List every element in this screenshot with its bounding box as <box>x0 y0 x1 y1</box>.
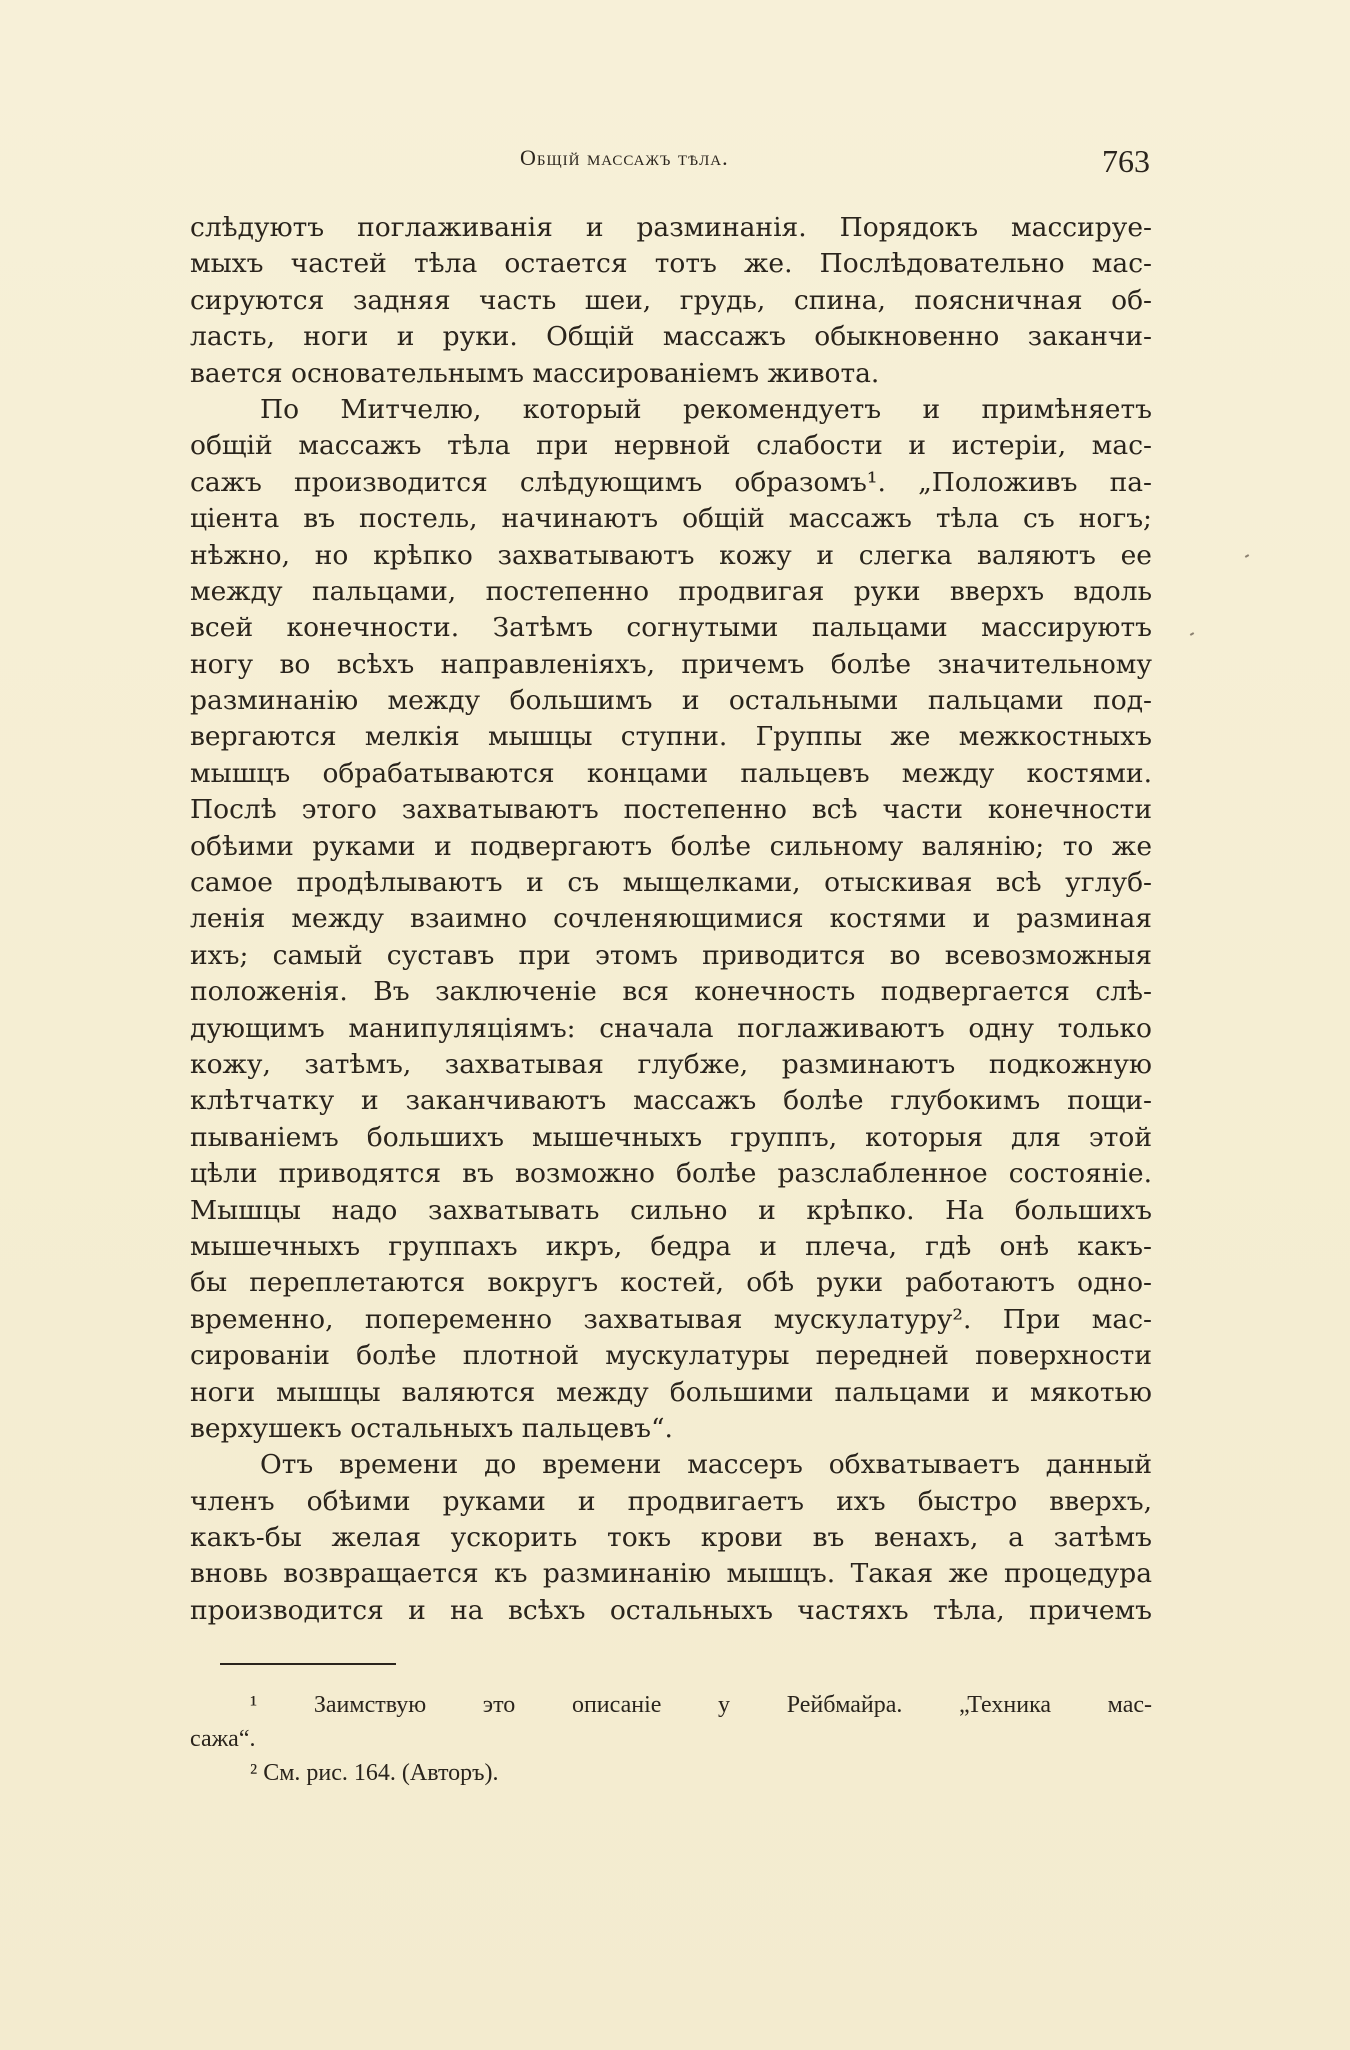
text-line: членъ обѣими руками и продвигаетъ ихъ быстро вверхъ, <box>190 1485 1152 1517</box>
footnote-line: ² См. рис. 164. (Авторъ). <box>250 1760 499 1786</box>
text-line: дующимъ манипуляціямъ: сначала поглаживаютъ одну только <box>190 1012 1152 1044</box>
ink-speck <box>1190 632 1194 636</box>
footnotes <box>190 1688 1152 1790</box>
footnote-line: сажа“. <box>190 1726 256 1752</box>
text-line: нѣжно, но крѣпко захватываютъ кожу и слегка валяютъ ее <box>190 539 1152 571</box>
text-line: обѣими руками и подвергаютъ болѣе сильному валянію; то же <box>190 830 1152 862</box>
text-line: мышцъ обрабатываются концами пальцевъ между костями. <box>190 757 1152 789</box>
running-head <box>190 143 1150 183</box>
text-line: ноги мышцы валяются между большими пальцами и мякотью <box>190 1376 1152 1408</box>
text-line: Мышцы надо захватывать сильно и крѣпко. На большихъ <box>190 1194 1152 1226</box>
text-line: положенія. Въ заключеніе вся конечность подвергается слѣ- <box>190 976 1152 1008</box>
text-line: самое продѣлываютъ и съ мыщелками, отыскивая всѣ углуб- <box>190 867 1152 899</box>
text-line: какъ-бы желая ускорить токъ крови въ венахъ, а затѣмъ <box>190 1522 1152 1554</box>
text-line: мыхъ частей тѣла остается тотъ же. Послѣдовательно мас- <box>190 248 1152 280</box>
text-line: цѣли приводятся въ возможно болѣе разслабленное состояніе. <box>190 1158 1152 1190</box>
ink-speck <box>1245 554 1249 558</box>
text-line: сированіи болѣе плотной мускулатуры передней поверхности <box>190 1340 1152 1372</box>
text-line: Послѣ этого захватываютъ постепенно всѣ части конечности <box>190 794 1152 826</box>
footnote-line: ¹ Заимствую это описаніе у Рейбмайра. „Техника мас- <box>250 1692 1152 1718</box>
footnote-rule <box>220 1663 396 1665</box>
text-line: кожу, затѣмъ, захватывая глубже, разминаютъ подкожную <box>190 1048 1152 1080</box>
text-line: пываніемъ большихъ мышечныхъ группъ, которыя для этой <box>190 1121 1152 1153</box>
text-line: верхушекъ остальныхъ пальцевъ“. <box>190 1412 673 1444</box>
text-line: временно, попеременно захватывая мускулатуру². При мас- <box>190 1303 1152 1335</box>
text-line: сируются задняя часть шеи, грудь, спина, поясничная об- <box>190 284 1152 316</box>
text-line: между пальцами, постепенно продвигая руки вверхъ вдоль <box>190 575 1152 607</box>
text-line: вергаются мелкія мышцы ступни. Группы же межкостныхъ <box>190 721 1152 753</box>
text-line: бы переплетаются вокругъ костей, обѣ руки работаютъ одно- <box>190 1267 1152 1299</box>
text-line: ихъ; самый суставъ при этомъ приводится во всевозможныя <box>190 939 1152 971</box>
text-line: разминанію между большимъ и остальными пальцами под- <box>190 685 1152 717</box>
running-title: Общій массажъ тѣла. <box>520 145 729 170</box>
text-line: слѣдуютъ поглаживанія и разминанія. Порядокъ массируе- <box>190 212 1152 243</box>
text-line: ленія между взаимно сочленяющимися костями и разминая <box>190 903 1152 935</box>
text-line: клѣтчатку и заканчиваютъ массажъ болѣе глубокимъ пощи- <box>190 1085 1152 1117</box>
text-line: вается основательнымъ массированіемъ живота. <box>190 357 880 389</box>
text-line: ціента въ постель, начинаютъ общій массажъ тѣла съ ногъ; <box>190 503 1152 535</box>
text-line: всей конечности. Затѣмъ согнутыми пальцами массируютъ <box>190 612 1152 644</box>
text-line: По Митчелю, который рекомендуетъ и примѣняетъ <box>260 393 1152 425</box>
text-line: Отъ времени до времени массеръ обхватываетъ данный <box>260 1449 1152 1481</box>
text-line: производится и на всѣхъ остальныхъ частяхъ тѣла, причемъ <box>190 1594 1152 1626</box>
text-line: ласть, ноги и руки. Общій массажъ обыкновенно заканчи- <box>190 321 1152 353</box>
body-text <box>190 210 1152 1629</box>
text-line: сажъ производится слѣдующимъ образомъ¹. „Положивъ па- <box>190 466 1152 498</box>
text-line: ногу во всѣхъ направленіяхъ, причемъ болѣе значительному <box>190 648 1152 680</box>
text-line: вновь возвращается къ разминанію мышцъ. Такая же процедура <box>190 1558 1152 1590</box>
text-line: мышечныхъ группахъ икръ, бедра и плеча, гдѣ онѣ какъ- <box>190 1230 1152 1262</box>
text-line: общій массажъ тѣла при нервной слабости и истеріи, мас- <box>190 430 1152 462</box>
page-number: 763 <box>1102 143 1150 179</box>
